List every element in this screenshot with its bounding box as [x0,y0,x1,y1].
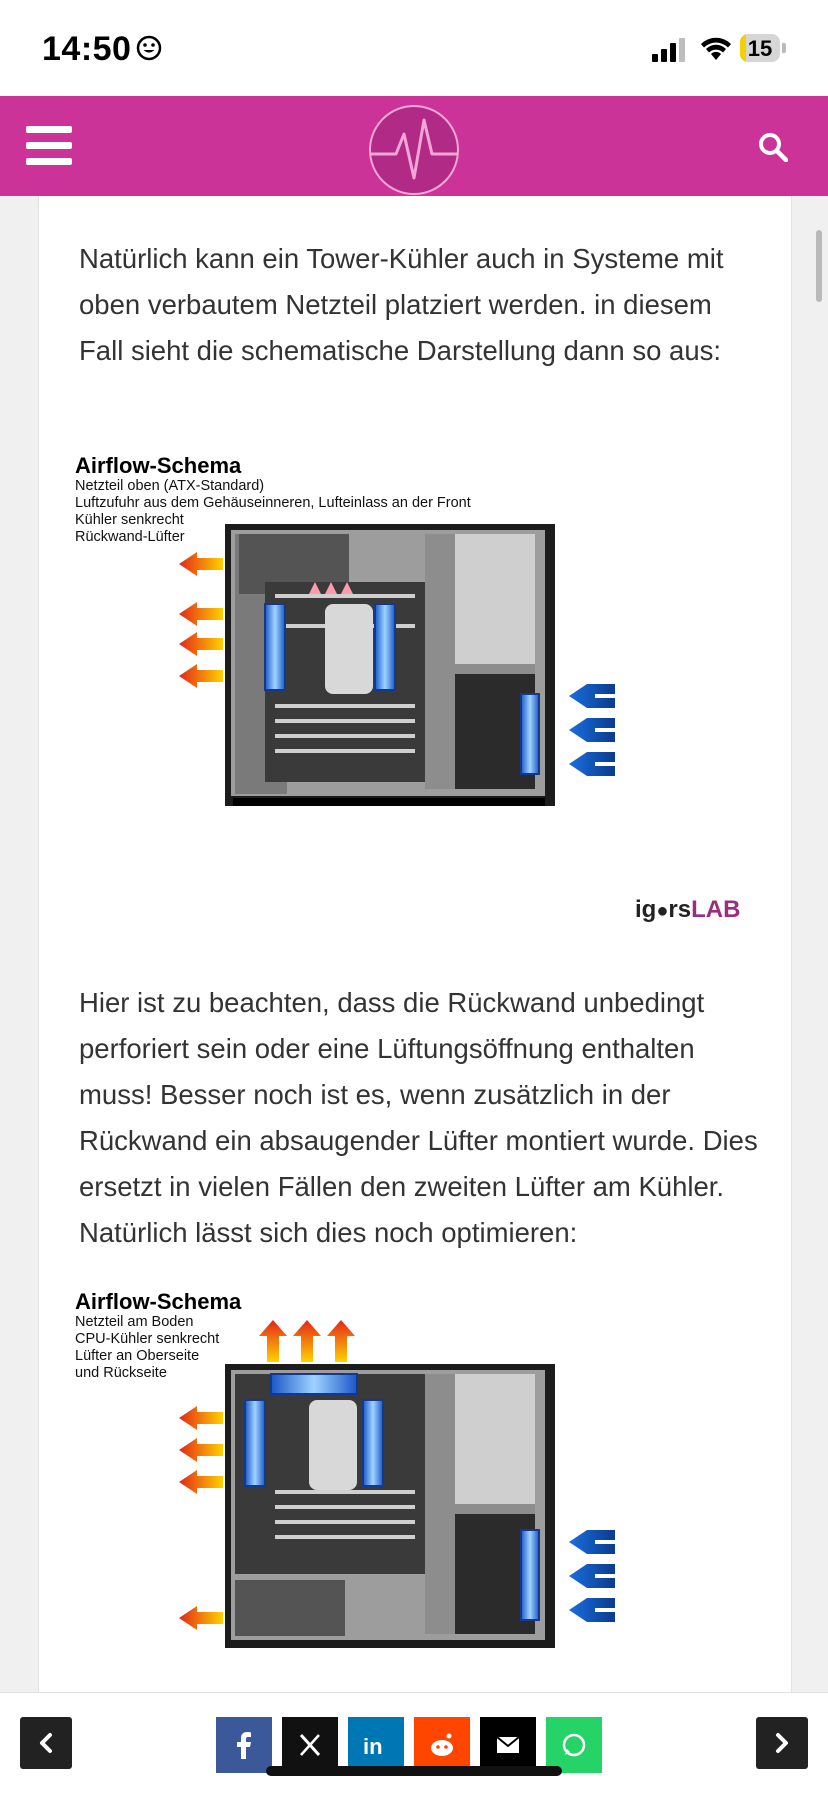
share-whatsapp-button[interactable] [546,1717,602,1773]
facebook-icon [216,1717,272,1773]
diagram-caption-line: Netzteil oben (ATX-Standard) [75,478,265,494]
share-x-button[interactable] [282,1717,338,1773]
airflow-diagram-psu-top [75,454,635,864]
diagram-title: Airflow-Schema [75,453,242,478]
share-bar [0,1692,828,1793]
diagram-caption-line: Luftzufuhr aus dem Gehäuseinneren, Lufteinlass an der Front [75,495,471,511]
reddit-icon [414,1717,470,1773]
igorslab-watermark: ig●rsLAB [635,896,741,923]
linkedin-icon [348,1717,404,1773]
pc-case-illustration [75,1290,635,1692]
diagram-caption-line: und Rückseite [75,1365,167,1381]
page-scrollbar[interactable] [816,230,822,302]
smiley-icon [136,35,162,61]
share-reddit-button[interactable] [414,1717,470,1773]
hamburger-icon[interactable] [26,126,72,166]
share-facebook-button[interactable] [216,1717,272,1773]
diagram-caption-line: Netzteil am Boden [75,1314,194,1330]
airflow-diagram-psu-bottom [75,1290,635,1692]
share-email-button[interactable] [480,1717,536,1773]
search-icon[interactable] [758,132,788,162]
wifi-icon [700,36,732,62]
article-paragraph: Hier ist zu beachten, dass die Rückwand unbedingt perforiert sein oder eine Lüftungsöffnung enthalten muss! Besser noch ist es, wenn zusätzlich in der Rückwand ein absaugender Lüfter montiert wurde. Dies ersetzt in vielen Fällen den zweiten Lüfter am Kühler. Natürlich lässt sich dies noch optimieren: [79,987,758,1248]
battery-percent: 15 [747,36,773,61]
svg-text:in: in [363,1734,383,1759]
chevron-right-icon [756,1717,808,1769]
diagram-caption-line: Rückwand-Lüfter [75,529,185,545]
diagram-title: Airflow-Schema [75,1289,242,1314]
status-time: 14:50 [42,30,132,68]
status-bar [0,0,828,96]
diagram-caption-line: Kühler senkrecht [75,512,184,528]
igorslab-logo[interactable] [362,98,466,202]
previous-article-button[interactable] [20,1717,72,1769]
battery-icon [740,34,786,62]
article-content [38,196,792,1692]
signal-icon [652,38,686,62]
pc-case-illustration [75,524,635,864]
site-header [0,96,828,196]
article-paragraph: Natürlich kann ein Tower-Kühler auch in Systeme mit oben verbautem Netzteil platziert werden. in diesem Fall sieht die schematische Darstellung dann so aus: [79,243,724,366]
whatsapp-icon [546,1717,602,1773]
email-icon [480,1717,536,1773]
chevron-left-icon [20,1717,72,1769]
diagram-caption-line: Lüfter an Oberseite [75,1348,200,1364]
next-article-button[interactable] [756,1717,808,1769]
x-icon [282,1717,338,1773]
share-linkedin-button[interactable] [348,1717,404,1773]
diagram-caption-line: CPU-Kühler senkrecht [75,1331,220,1347]
home-indicator[interactable] [266,1766,562,1776]
